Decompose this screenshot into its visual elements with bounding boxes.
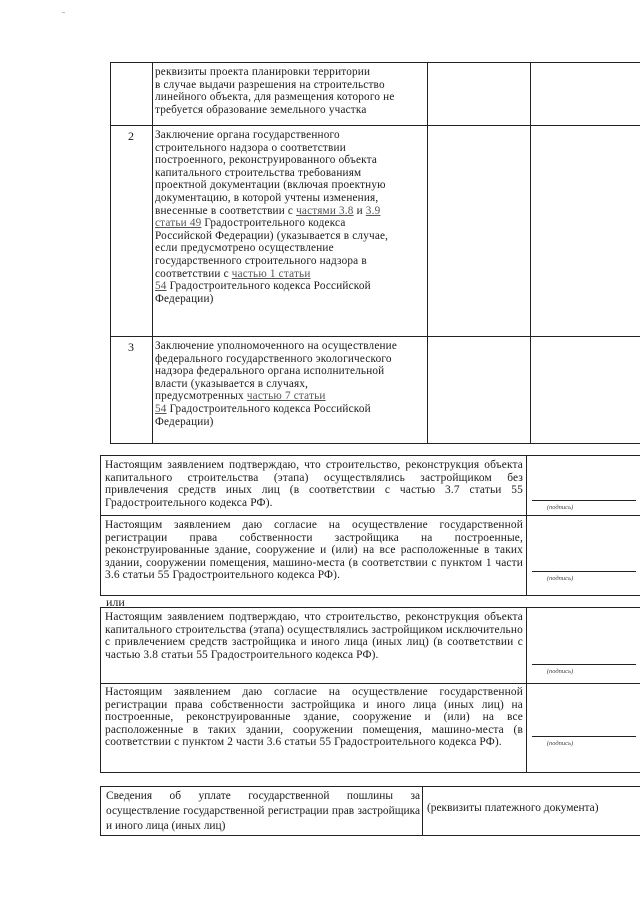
signature-line[interactable] xyxy=(532,736,636,737)
table-border xyxy=(110,62,640,63)
payment-document-field[interactable]: (реквизиты платежного документа) xyxy=(427,802,599,814)
law-link[interactable]: частью 7 статьи xyxy=(246,390,326,403)
table-cell-intro xyxy=(155,66,427,116)
table-border xyxy=(100,455,640,456)
cell-text: и xyxy=(353,204,366,217)
cell-line: власти (указывается в случаях, xyxy=(155,377,309,390)
cell-line: федерального государственного экологического xyxy=(155,352,392,365)
column-divider xyxy=(100,455,101,596)
cell-line: в случае выдачи разрешения на строительство xyxy=(155,78,385,91)
row-divider xyxy=(100,595,640,596)
column-divider xyxy=(100,607,101,773)
consent-table xyxy=(100,455,640,773)
documents-table xyxy=(110,62,640,444)
cell-line xyxy=(155,205,427,218)
cell-line: капитального строительства требованиям xyxy=(155,166,362,179)
scan-mark xyxy=(62,12,65,13)
row-divider xyxy=(100,515,640,516)
law-link[interactable]: частями 3.8 xyxy=(296,204,354,217)
column-divider xyxy=(526,455,527,596)
cell-line: реквизиты проекта планировки территории xyxy=(155,66,371,78)
cell-line: Российской Федерации) (указывается в случае, xyxy=(155,229,389,242)
cell-line xyxy=(155,268,427,281)
signature-caption: (подпись) xyxy=(546,740,574,747)
cell-line: государственного строительного надзора в xyxy=(155,254,367,267)
cell-line xyxy=(155,390,427,403)
cell-line xyxy=(155,403,427,416)
law-link[interactable]: 54 xyxy=(155,402,167,415)
cell-line: Федерации) xyxy=(155,415,214,428)
signature-line[interactable] xyxy=(532,571,636,572)
cell-line: построенного, реконструированного объекта xyxy=(155,154,378,167)
consent-text-1: Настоящим заявлением подтверждаю, что строительство, реконструкция объекта капитального строительства (этапа) осуществлялись застройщиком без привлечения средств иных лиц (в соответствии с частью 3.7 статьи 55 Градостроительного кодекса РФ). xyxy=(105,459,523,509)
cell-line: Заключение уполномоченного на осуществление xyxy=(155,340,398,352)
cell-line: требуется образование земельного участка xyxy=(155,103,367,116)
law-link[interactable]: 54 xyxy=(155,280,167,293)
row-number: 2 xyxy=(128,129,134,143)
cell-line: если предусмотрено осуществление xyxy=(155,242,334,255)
fee-table xyxy=(100,786,640,836)
signature-caption: (подпись) xyxy=(546,504,574,511)
cell-line: документацию, в которой учтены изменения, xyxy=(155,191,379,204)
consent-text-4: Настоящим заявлением даю согласие на осуществление государственной регистрации права собственности застройщика и иного лица (иных лиц) на построенные, реконструированные здание, сооружение и (или) на все расположенные в таких здании, сооружении помещения, машино-места (в соответствии с пунктом 2 части 3.6 статьи 55 Градостроительного кодекса РФ). xyxy=(105,686,523,749)
row-divider xyxy=(100,683,640,684)
signature-caption: (подпись) xyxy=(546,575,574,582)
cell-line: проектной документации (включая проектную xyxy=(155,179,386,192)
signature-line[interactable] xyxy=(532,664,636,665)
fee-label: Сведения об уплате государственной пошлины за осуществление государственной регистрации прав застройщика и иного лица (иных лиц) xyxy=(106,790,420,832)
table-cell-row-2 xyxy=(155,129,427,305)
cell-line: строительного надзора о соответствии xyxy=(155,141,346,154)
row-divider xyxy=(110,125,640,126)
cell-line: Заключение органа государственного xyxy=(155,129,340,141)
table-border xyxy=(100,772,640,773)
cell-line xyxy=(155,280,427,293)
cell-text: Градостроительного кодекса Российской xyxy=(166,280,371,293)
row-number: 3 xyxy=(128,340,134,354)
cell-line: линейного объекта, для размещения которого не xyxy=(155,91,395,104)
table-cell-row-3 xyxy=(155,340,427,428)
cell-text: внесенные в соответствии с xyxy=(155,204,297,217)
cell-text: Градостроительного кодекса xyxy=(201,217,346,230)
law-link[interactable]: частью 1 статьи xyxy=(231,267,311,280)
cell-line: надзора федерального органа исполнительной xyxy=(155,365,385,378)
table-border xyxy=(110,443,640,444)
cell-line: Федерации) xyxy=(155,292,214,305)
column-divider xyxy=(530,62,531,444)
consent-text-3: Настоящим заявлением подтверждаю, что строительство, реконструкция объекта капитального строительства (этапа) осуществлялись застройщиком исключительно с привлечением средств застройщика и иного лица (иных лиц) (в соответствии с частью 3.8 статьи 55 Градостроительного кодекса РФ). xyxy=(105,611,523,661)
column-divider xyxy=(526,607,527,773)
column-divider xyxy=(427,62,428,444)
signature-caption: (подпись) xyxy=(546,668,574,675)
row-divider xyxy=(100,607,640,608)
column-divider xyxy=(110,62,111,444)
cell-text: предусмотренных xyxy=(155,390,247,403)
cell-line xyxy=(155,217,427,230)
consent-text-2: Настоящим заявлением даю согласие на осуществление государственной регистрации права собственности застройщика на построенные, реконструированные здание, сооружение и (или) на все расположенные в таких здании, сооружении помещения, машино-места (в соответствии с пунктом 1 части 3.6 статьи 55 Градостроительного кодекса РФ). xyxy=(105,519,523,582)
law-link[interactable]: 3.9 xyxy=(365,204,381,217)
cell-text: Градостроительного кодекса Российской xyxy=(166,402,371,415)
cell-text: соответствии с xyxy=(155,267,232,280)
law-link[interactable]: статьи 49 xyxy=(155,217,202,230)
signature-line[interactable] xyxy=(532,500,636,501)
column-divider xyxy=(152,62,153,444)
row-divider xyxy=(110,336,640,337)
column-divider xyxy=(422,787,423,835)
or-label: или xyxy=(106,595,125,609)
